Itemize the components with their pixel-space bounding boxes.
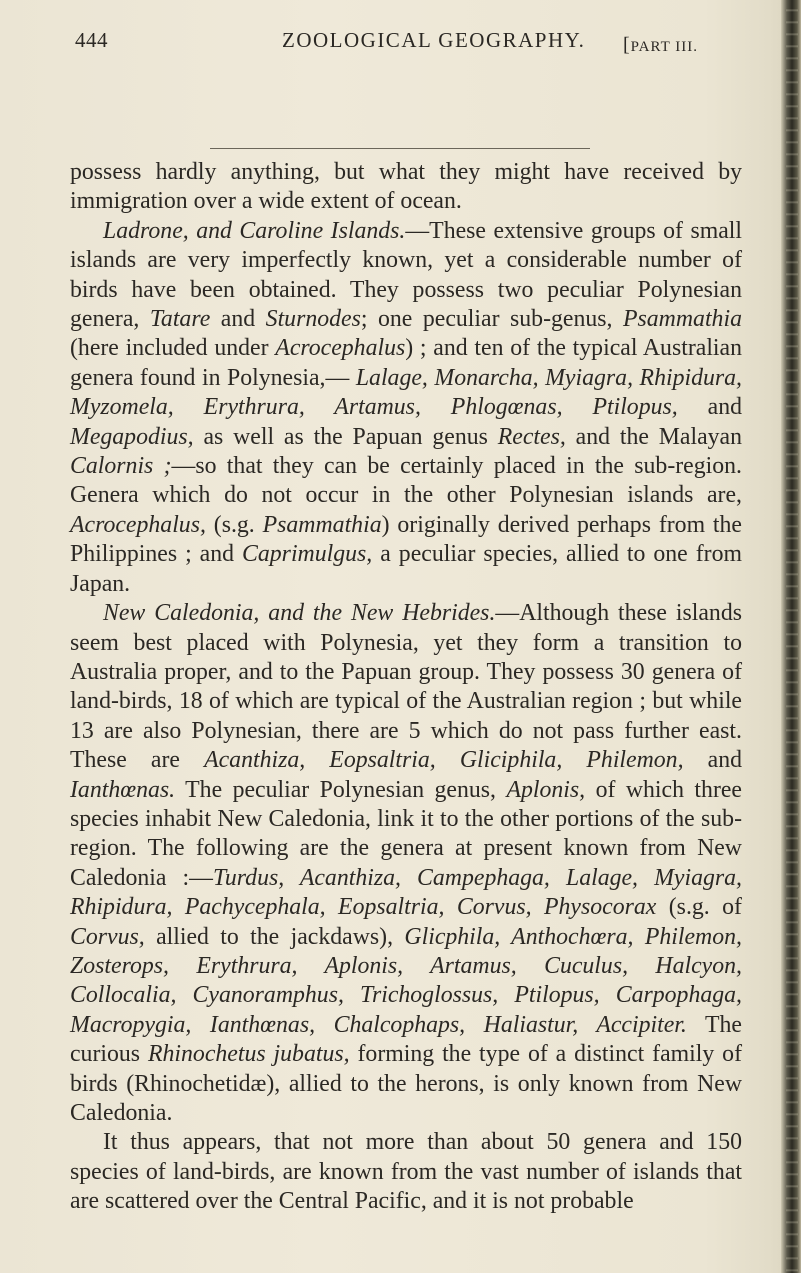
text-run: The curious: [70, 1011, 742, 1068]
text-run: allied to the jackdaws),: [144, 923, 405, 950]
italic-text: Glicphila, Anthochœra, Philemon, Zosterops, Erythrura, Aplonis, Artamus, Cuculus, Halcyon, Collocalia, Cyanoramphus, Trichoglossus, Ptilopus, Carpophaga, Macropygia, Ianthœnas, Chalcophaps, Haliastur, Accipiter.: [70, 923, 742, 1038]
italic-text: Tatare: [149, 306, 211, 333]
book-binding-edge: [781, 0, 801, 1273]
text-run: possess hardly anything, but what they might have received by immigration over a wide extent of ocean.: [70, 159, 742, 215]
italic-text: Psammathia: [622, 306, 742, 333]
italic-text: Caprimulgus,: [242, 541, 373, 568]
italic-text: Sturnodes: [265, 306, 361, 333]
text-run: of which three species inhabit New Caledonia, link it to the other portions of the sub-region. The following are the genera at present known from New Caledonia :—: [70, 776, 742, 891]
italic-text: Calornis ;: [70, 453, 172, 480]
text-run: —These extensive groups of small islands are very imperfectly known, yet a considerable number of birds have been obtained. They possess two peculiar Polynesian genera,: [70, 217, 743, 333]
text-run: The peculiar Polynesian genus,: [175, 776, 507, 803]
paragraph: [70, 217, 742, 599]
italic-text: Ladrone, and Caroline Islands.: [103, 217, 406, 244]
body-text: [70, 158, 742, 1217]
text-run: and: [677, 394, 742, 421]
italic-text: New Caledonia, and the New Hebrides.: [103, 600, 496, 627]
italic-text: Corvus,: [70, 923, 145, 950]
text-run: —so that they can be certainly placed in the sub-region. Genera which do not occur in the other Polynesian islands are,: [70, 453, 742, 509]
text-run: It thus appears, that not more than about 50 genera and 150 species of land-birds, are known from the vast number of islands that are scattered over the Central Pacific, and it is not probable: [70, 1129, 742, 1215]
italic-text: Acanthiza, Eopsaltria, Gliciphila, Philemon,: [204, 747, 684, 774]
text-run: as well as the Papuan genus: [193, 423, 498, 450]
text-run: and the Malayan: [565, 423, 742, 450]
running-title: ZOOLOGICAL GEOGRAPHY.: [282, 28, 586, 52]
part-label-text: PART III.: [630, 39, 698, 55]
text-run: ; one peculiar sub-genus,: [360, 306, 623, 333]
italic-text: Ianthœnas.: [70, 776, 176, 803]
text-run: forming the type of a distinct family of birds (Rhinochetidæ), allied to the herons, is only known from New Caledonia.: [70, 1041, 742, 1126]
text-run: (s.g. of: [656, 894, 742, 921]
paragraph: [70, 1128, 742, 1216]
italic-text: Turdus, Acanthiza, Campephaga, Lalage, Myiagra, Rhipidura, Pachycephala, Eopsaltria, Corvus, Physocorax: [70, 864, 742, 921]
text-run: —Although these islands seem best placed with Polynesia, yet they form a transition to Australia proper, and to the Papuan group. They possess 30 genera of land-birds, 18 of which are typical of the Australian region ; but while 13 are also Polynesian, there are 5 which do not pass further east. These are: [70, 600, 742, 774]
italic-text: Psammathia: [262, 511, 382, 538]
text-run: a peculiar species, allied to one from Japan.: [70, 541, 742, 597]
text-run: and: [210, 306, 266, 333]
italic-text: Rhinochetus jubatus,: [147, 1041, 350, 1068]
text-run: and: [683, 747, 743, 774]
italic-text: Megapodius,: [70, 423, 194, 450]
part-label: [PART III.: [623, 34, 698, 56]
italic-text: Lalage, Monarcha, Myiagra, Rhipidura, Myzomela, Erythrura, Artamus, Phlogœnas, Ptilopus,: [70, 364, 742, 421]
text-run: (here included under: [70, 335, 276, 362]
header-rule: [210, 148, 590, 149]
text-run: ) originally derived perhaps from the Philippines ; and: [70, 511, 742, 568]
page-number: 444: [75, 28, 108, 52]
text-run: ) ; and ten of the typical Australian genera found in Polynesia,—: [70, 335, 743, 391]
italic-text: Aplonis,: [506, 776, 586, 803]
page-edge-texture: [786, 0, 798, 1273]
paragraph: [70, 158, 742, 217]
paragraph: [70, 599, 742, 1128]
italic-text: Acrocephalus: [275, 335, 406, 362]
running-header: [75, 28, 750, 68]
italic-text: Acrocephalus,: [70, 511, 206, 538]
text-run: (s.g.: [205, 511, 263, 538]
italic-text: Rectes,: [497, 423, 566, 450]
